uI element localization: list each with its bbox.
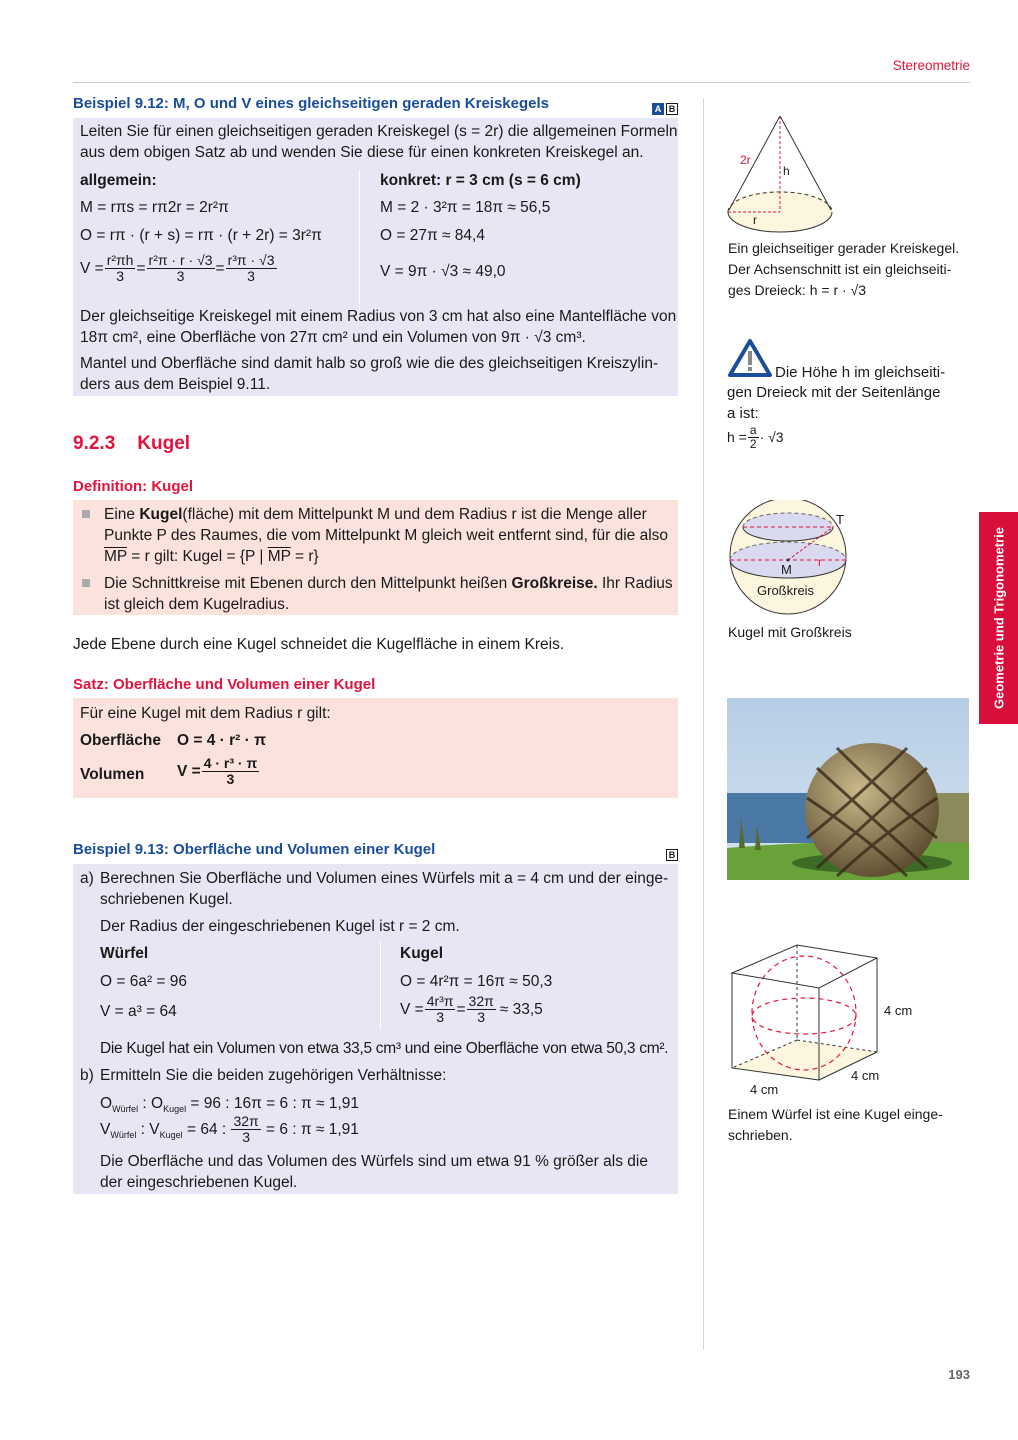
bullet-icon <box>82 579 90 587</box>
fraction <box>226 253 277 284</box>
column-divider <box>703 98 704 1350</box>
part-a-line-1: Berechnen Sie Oberfläche und Volumen eines Würfels mit a = 4 cm und der einge- <box>100 870 669 887</box>
cube-figure <box>727 940 927 1100</box>
text: V <box>100 1121 111 1138</box>
volume-formula <box>177 756 260 787</box>
fraction-den: 3 <box>247 268 255 284</box>
intro-line-2: aus dem obigen Satz ab und wenden Sie diese für einen konkreten Kreiskegel an. <box>80 144 644 161</box>
sphere-O-formula: O = 4r²π = 16π ≈ 50,3 <box>400 973 553 990</box>
fraction-num: r²πh <box>106 252 134 268</box>
surface-label: Oberfläche <box>80 732 161 749</box>
theorem-title: Satz: Oberfläche und Volumen einer Kugel <box>73 676 376 693</box>
theorem-box <box>73 698 678 798</box>
sphere-label-great-circle: Großkreis <box>757 583 815 598</box>
definition-item-2-line-2: ist gleich dem Kugelradius. <box>104 596 290 613</box>
column-separator <box>359 170 360 310</box>
fraction-den: 3 <box>226 771 235 787</box>
general-V-formula <box>80 253 278 284</box>
chapter-tab[interactable] <box>979 512 1018 724</box>
fraction-num: r³π · √3 <box>227 252 275 268</box>
chapter-tab-label: Geometrie und Trigonometrie <box>991 526 1006 710</box>
fraction-num: 4r³π <box>426 993 454 1009</box>
example-9-13-title: Beispiel 9.13: Oberfläche und Volumen einer Kugel <box>73 841 436 858</box>
bullet-icon <box>82 510 90 518</box>
text: : O <box>138 1095 164 1112</box>
volume-label: Volumen <box>80 766 145 783</box>
sphere-figure <box>727 500 857 615</box>
text: : V <box>136 1121 160 1138</box>
cube-heading: Würfel <box>100 945 149 962</box>
surface-formula: O = 4 · r² · π <box>177 732 266 749</box>
sphere-label-m: M <box>781 562 792 577</box>
cone-figure <box>727 108 867 238</box>
example-9-13-box <box>73 864 678 1194</box>
fraction-num: 32π <box>468 993 494 1009</box>
part-b-label: b) <box>80 1067 94 1084</box>
general-heading: allgemein: <box>80 172 157 189</box>
fraction-num: r²π · r · √3 <box>148 252 213 268</box>
equals: = <box>456 1001 466 1018</box>
part-a-label: a) <box>80 870 94 887</box>
sphere-caption: Kugel mit Großkreis <box>728 624 852 640</box>
subscript: Würfel <box>112 1104 139 1114</box>
example-9-12-box <box>73 118 678 396</box>
warning-formula <box>727 424 784 451</box>
result: ≈ 33,5 <box>499 1001 543 1018</box>
page-number: 193 <box>948 1367 970 1382</box>
ratio-volume <box>100 1114 359 1145</box>
caption-line: Ein gleichseitiger gerader Kreiskegel. <box>728 240 960 256</box>
fraction <box>202 756 260 787</box>
level-badges-9-13 <box>666 849 678 861</box>
cube-top-face <box>732 945 877 988</box>
v-prefix: V = <box>400 1001 424 1018</box>
level-badge-a: A <box>652 103 664 115</box>
plane-note: Jede Ebene durch eine Kugel schneidet die Kugelfläche in einem Kreis. <box>73 636 565 653</box>
general-M-formula: M = rπs = rπ2r = 2r²π <box>80 199 229 216</box>
fraction-den: 3 <box>116 268 124 284</box>
equals: = <box>136 260 146 277</box>
segment-mp: $\overline{MP}$ <box>104 548 127 565</box>
text: Eine <box>104 506 140 523</box>
concrete-V-formula: V = 9π · √3 ≈ 49,0 <box>380 263 506 280</box>
running-head: Stereometrie <box>892 58 970 73</box>
text: (fläche) mit dem Mittelpunkt M und dem Radius r ist die Menge aller <box>182 506 647 523</box>
intro-line-1: Leiten Sie für einen gleichseitigen geraden Kreiskegel (s = 2r) die allgemeinen Formeln <box>80 123 678 140</box>
concrete-M-formula: M = 2 · 3²π = 18π ≈ 56,5 <box>380 199 551 216</box>
part-b-conclusion-2: der eingeschriebenen Kugel. <box>100 1174 298 1191</box>
fraction-num: a <box>749 423 757 437</box>
subscript: Kugel <box>159 1130 183 1140</box>
sphere-label-r: r <box>818 555 822 569</box>
fraction <box>231 1114 260 1145</box>
definition-box <box>73 500 678 615</box>
cube-label-height: 4 cm <box>884 1003 913 1018</box>
part-b-conclusion-1: Die Oberfläche und das Volumen des Würfels sind um etwa 91 % größer als die <box>100 1153 648 1170</box>
cone-label-height: h <box>783 164 790 178</box>
ratio-surface <box>100 1093 359 1114</box>
fraction-den: 2 <box>749 437 757 451</box>
equals: = <box>215 260 225 277</box>
fraction-den: 3 <box>242 1129 250 1145</box>
definition-item-1-line-2: Punkte P des Raumes, die vom Mittelpunkt M gleich weit entfernt sind, für die also <box>104 527 669 544</box>
cube-label-depth: 4 cm <box>851 1068 880 1083</box>
fraction-den: 3 <box>176 268 185 284</box>
text: = 96 : 16π = 6 : π ≈ 1,91 <box>186 1095 360 1112</box>
definition-item-1-line-3 <box>104 546 319 567</box>
cone-caption <box>728 238 959 301</box>
part-b-text: Ermitteln Sie die beiden zugehörigen Verhältnisse: <box>100 1067 447 1084</box>
fraction <box>748 424 759 451</box>
example-9-12-title: Beispiel 9.12: M, O und V eines gleichseitigen geraden Kreiskegels <box>73 95 550 112</box>
fraction <box>425 994 456 1025</box>
stone-sphere-photo <box>727 698 969 880</box>
column-separator <box>380 942 381 1030</box>
cube-label-width: 4 cm <box>750 1082 779 1097</box>
text: O <box>100 1095 113 1112</box>
level-badge-b: B <box>666 103 678 115</box>
fraction <box>105 253 136 284</box>
subscript: Kugel <box>163 1104 187 1114</box>
definition-title: Definition: Kugel <box>73 478 193 495</box>
fraction-den: 3 <box>436 1009 444 1025</box>
definition-item-2-line-1 <box>104 573 673 594</box>
concrete-heading: konkret: r = 3 cm (s = 6 cm) <box>380 172 581 189</box>
fraction-den: 3 <box>477 1009 486 1025</box>
v-prefix: V = <box>80 260 104 277</box>
theorem-intro: Für eine Kugel mit dem Radius r gilt: <box>80 705 331 722</box>
text: Die Schnittkreise mit Ebenen durch den Mittelpunkt heißen <box>104 575 512 592</box>
subscript: Würfel <box>110 1130 137 1140</box>
cube-O-formula: O = 6a² = 96 <box>100 973 188 990</box>
term-grosskreise: Großkreise. <box>511 575 598 592</box>
section-number: 9.2.3 <box>73 433 116 454</box>
warning-line-1: Die Höhe h im gleichseiti- <box>775 364 946 381</box>
text: h = <box>727 429 747 445</box>
part-a-conclusion: Die Kugel hat ein Volumen von etwa 33,5 cm³ und eine Oberfläche von etwa 50,3 cm². <box>100 1040 669 1057</box>
definition-item-1-line-1 <box>104 504 647 525</box>
sphere-label-t: T <box>836 512 844 527</box>
radius-note: Der Radius der eingeschriebenen Kugel ist r = 2 cm. <box>100 918 460 935</box>
note-line-2: ders aus dem Beispiel 9.11. <box>80 376 271 393</box>
summary-line-2: 18π cm², eine Oberfläche von 27π cm² und ein Volumen von 9π · √3 cm³. <box>80 329 586 346</box>
text: Ihr Radius <box>597 575 673 592</box>
caption-line: Einem Würfel ist eine Kugel einge- <box>728 1106 943 1122</box>
caption-line: schrieben. <box>728 1127 793 1143</box>
fraction <box>467 994 496 1025</box>
cone-label-slant: 2r <box>740 153 751 167</box>
caption-line: Der Achsenschnitt ist ein gleichseiti- <box>728 261 952 277</box>
part-a-line-2: schriebenen Kugel. <box>100 891 233 908</box>
warning-line-3: a ist: <box>727 405 759 422</box>
level-badge-b: B <box>666 849 678 861</box>
concrete-O-formula: O = 27π ≈ 84,4 <box>380 227 485 244</box>
general-O-formula: O = rπ · (r + s) = rπ · (r + 2r) = 3r²π <box>80 227 322 244</box>
warning-line-2: gen Dreieck mit der Seitenlänge <box>727 384 941 401</box>
text: = r} <box>290 548 319 565</box>
segment-mp: $\overline{MP}$ <box>267 548 291 565</box>
fraction-num: 4 · r³ · π <box>203 755 258 771</box>
header-rule <box>73 82 970 83</box>
section-heading <box>73 433 190 455</box>
text: = 6 : π ≈ 1,91 <box>261 1121 359 1138</box>
text: = 64 : <box>182 1121 231 1138</box>
term-kugel: Kugel <box>139 506 183 523</box>
section-title: Kugel <box>137 433 191 454</box>
fraction-num: 32π <box>233 1113 259 1129</box>
summary-line-1: Der gleichseitige Kreiskegel mit einem Radius von 3 cm hat also eine Mantelfläche von <box>80 308 677 325</box>
sphere-V-formula <box>400 994 543 1025</box>
cone-label-radius: r <box>753 213 757 227</box>
cube-V-formula: V = a³ = 64 <box>100 1003 177 1020</box>
v-prefix: V = <box>177 763 201 780</box>
level-badges-9-12 <box>652 103 678 115</box>
warning-triangle-icon <box>727 338 773 378</box>
note-line-1: Mantel und Oberfläche sind damit halb so groß wie die des gleichseitigen Kreiszylin- <box>80 355 659 372</box>
text: = r gilt: Kugel = {P | <box>126 548 268 565</box>
inscribed-sphere-equator <box>752 998 856 1034</box>
cube-caption <box>728 1104 943 1146</box>
sphere-heading: Kugel <box>400 945 444 962</box>
text: · √3 <box>759 429 784 445</box>
fraction <box>147 253 215 284</box>
caption-line: ges Dreieck: h = r · √3 <box>728 282 867 298</box>
